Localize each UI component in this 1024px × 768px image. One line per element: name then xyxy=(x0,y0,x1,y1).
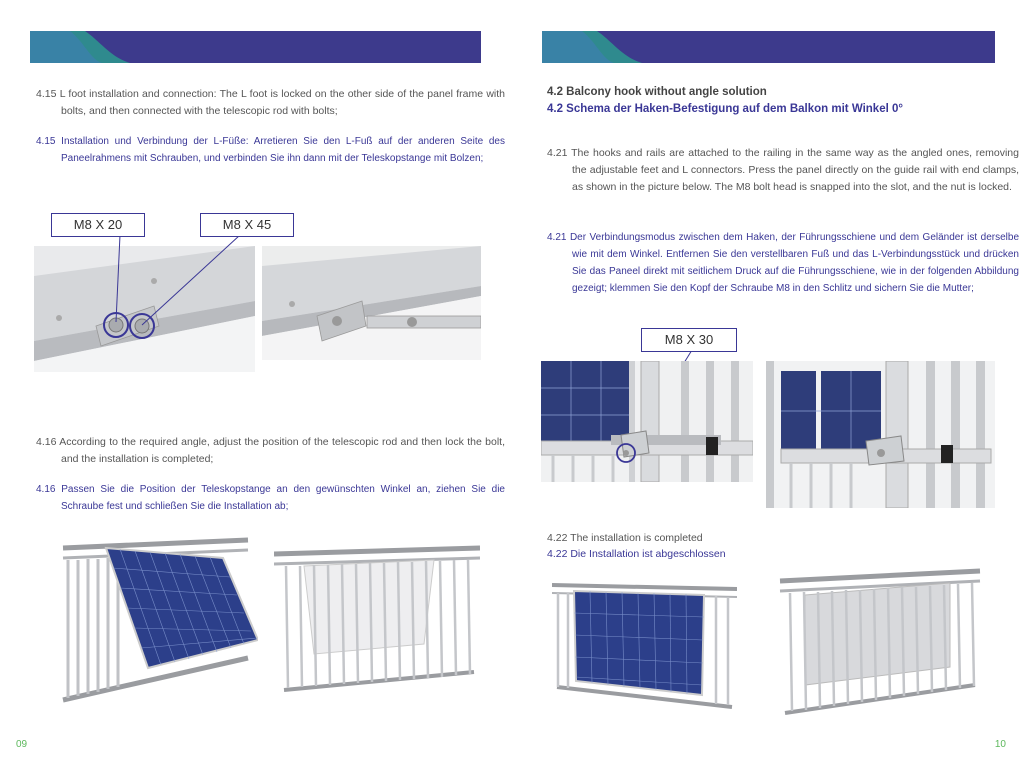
paragraph-4-22-de: 4.22 Die Installation ist abgeschlossen xyxy=(547,548,726,560)
hook-rail-photo-right xyxy=(766,361,995,508)
angled-panel-front-photo xyxy=(58,528,258,706)
paragraph-text: According to the required angle, adjust the position of the telescopic rod and then lock the bolt, and the installation is completed; xyxy=(59,436,505,465)
bolt-label-m8x45: M8 X 45 xyxy=(200,213,294,237)
paragraph-4-22-en: 4.22 The installation is completed xyxy=(547,532,703,544)
paragraph-4-16-en xyxy=(36,434,505,468)
paragraph-text: Passen Sie die Position der Teleskopstange an den gewünschten Winkel an, ziehen Sie die Schraube fest und schließen Sie die Installation ab; xyxy=(61,484,505,512)
paragraph-number: 4.15 xyxy=(36,88,57,100)
paragraph-text: Der Verbindungsmodus zwischen dem Haken, der Führungsschiene und dem Geländer ist derselbe wie mit dem Winkel. Entfernen Sie den verstellbaren Fuß und das L-Verbindungsstück und drücken Sie das Paneel direkt mit seitlichem Druck auf die Führungsschiene, wie in der folgenden Abbildung gezeigt; klemmen Sie den Kopf der Schraube M8 in den Schlitz und sichern Sie die Mutter; xyxy=(569,232,1020,294)
hook-rail-photo-left xyxy=(541,361,753,482)
paragraph-text: L foot installation and connection: The L foot is locked on the other side of the panel frame with bolts, and then connected with the telescopic rod with bolts; xyxy=(59,88,505,117)
paragraph-number: 4.21 xyxy=(547,147,568,159)
page-number-left: 09 xyxy=(16,739,28,750)
flat-panel-front-photo xyxy=(552,577,737,710)
paragraph-number: 4.16 xyxy=(36,436,57,448)
paragraph-number: 4.15 xyxy=(36,136,56,147)
section-heading-de: 4.2 Schema der Haken-Befestigung auf dem Balkon mit Winkel 0° xyxy=(547,103,903,115)
paragraph-number: 4.16 xyxy=(36,484,56,495)
leader-lines-left xyxy=(0,0,512,400)
bolt-label-m8x30: M8 X 30 xyxy=(641,328,737,352)
page-number-right: 10 xyxy=(994,739,1006,750)
right-page xyxy=(512,0,1024,768)
paragraph-text: Installation und Verbindung der L-Füße: Arretieren Sie den L-Fuß auf der anderen Seite des Paneelrahmens mit Schrauben, und verbinden Sie ihn dann mit der Teleskopstange mit Bolzen; xyxy=(61,136,505,164)
section-heading-en: 4.2 Balcony hook without angle solution xyxy=(547,86,767,98)
flat-panel-back-photo xyxy=(775,567,985,717)
paragraph-4-16-de xyxy=(36,481,505,515)
angled-panel-back-photo xyxy=(274,544,480,694)
paragraph-number: 4.21 xyxy=(547,232,567,243)
bolt-label-m8x20: M8 X 20 xyxy=(51,213,145,237)
paragraph-text: The hooks and rails are attached to the railing in the same way as the angled ones, removing the adjustable feet and L connectors. Press the panel directly on the guide rail with end clamps, as shown in the picture below. The M8 bolt head is snapped into the slot, and the nut is locked. xyxy=(571,147,1019,193)
